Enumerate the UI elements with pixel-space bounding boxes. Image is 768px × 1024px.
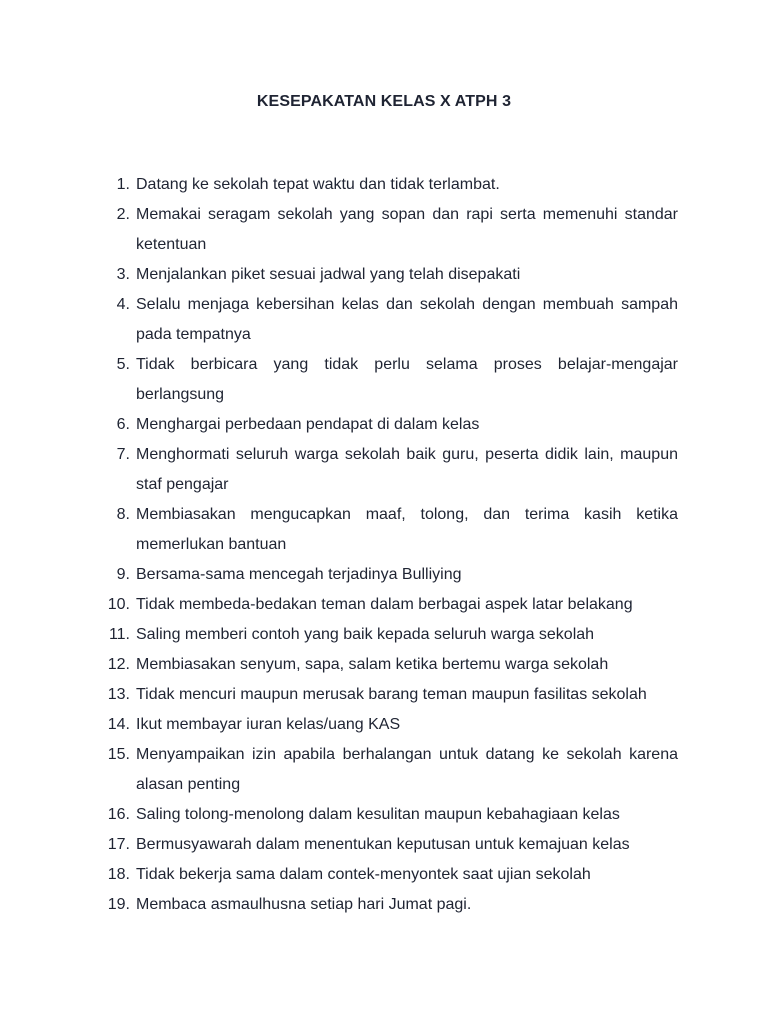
- item-text: Tidak berbicara yang tidak perlu selama proses belajar-mengajar berlangsung: [136, 356, 678, 403]
- list-item: [100, 890, 678, 920]
- list-item: [100, 620, 678, 650]
- item-number: 9.: [116, 566, 130, 583]
- item-number: 17.: [107, 836, 130, 853]
- list-item: [100, 650, 678, 680]
- item-text: Selalu menjaga kebersihan kelas dan sekolah dengan membuah sampah pada tempatnya: [136, 296, 678, 343]
- item-number: 6.: [116, 416, 130, 433]
- item-number: 11.: [108, 626, 130, 643]
- item-number: 10.: [107, 596, 130, 613]
- item-text: Tidak membeda-bedakan teman dalam berbagai aspek latar belakang: [136, 596, 633, 613]
- item-number: 15.: [107, 746, 130, 763]
- item-text: Menjalankan piket sesuai jadwal yang telah disepakati: [136, 266, 521, 283]
- list-item: [100, 500, 678, 560]
- list-item: [100, 710, 678, 740]
- list-item: [100, 440, 678, 500]
- list-item: [100, 830, 678, 860]
- item-number: 8.: [116, 506, 130, 523]
- item-text: Saling tolong-menolong dalam kesulitan maupun kebahagiaan kelas: [136, 806, 620, 823]
- item-number: 12.: [107, 656, 130, 673]
- item-number: 19.: [107, 896, 130, 913]
- item-number: 2.: [116, 206, 130, 223]
- item-number: 13.: [107, 686, 130, 703]
- item-number: 16.: [107, 806, 130, 823]
- list-item: [100, 560, 678, 590]
- item-text: Menghargai perbedaan pendapat di dalam kelas: [136, 416, 480, 433]
- list-item: [100, 170, 678, 200]
- list-item: [100, 860, 678, 890]
- rules-list: [100, 170, 678, 920]
- list-item: [100, 740, 678, 800]
- list-item: [100, 260, 678, 290]
- item-number: 14.: [107, 716, 130, 733]
- item-text: Tidak mencuri maupun merusak barang teman maupun fasilitas sekolah: [136, 686, 647, 703]
- document-title: KESEPAKATAN KELAS X ATPH 3: [256, 93, 512, 110]
- list-item: [100, 200, 678, 260]
- item-number: 7.: [116, 446, 130, 463]
- item-number: 3.: [116, 266, 130, 283]
- list-item: [100, 290, 678, 350]
- item-text: Ikut membayar iuran kelas/uang KAS: [136, 716, 401, 733]
- list-item: [100, 590, 678, 620]
- list-item: [100, 800, 678, 830]
- item-text: Membiasakan mengucapkan maaf, tolong, dan terima kasih ketika memerlukan bantuan: [136, 506, 678, 553]
- item-text: Tidak bekerja sama dalam contek-menyontek saat ujian sekolah: [136, 866, 591, 883]
- list-item: [100, 410, 678, 440]
- item-text: Bersama-sama mencegah terjadinya Bulliying: [136, 566, 462, 583]
- list-item: [100, 350, 678, 410]
- item-text: Saling memberi contoh yang baik kepada seluruh warga sekolah: [136, 626, 595, 643]
- item-text: Membiasakan senyum, sapa, salam ketika bertemu warga sekolah: [136, 656, 609, 673]
- item-text: Bermusyawarah dalam menentukan keputusan untuk kemajuan kelas: [136, 836, 630, 853]
- item-number: 1.: [116, 176, 130, 193]
- item-text: Datang ke sekolah tepat waktu dan tidak terlambat.: [136, 176, 500, 193]
- item-number: 5.: [116, 356, 130, 373]
- list-item: [100, 680, 678, 710]
- item-text: Menyampaikan izin apabila berhalangan untuk datang ke sekolah karena alasan penting: [136, 746, 678, 793]
- item-text: Membaca asmaulhusna setiap hari Jumat pagi.: [136, 896, 472, 913]
- item-number: 4.: [116, 296, 130, 313]
- item-text: Memakai seragam sekolah yang sopan dan rapi serta memenuhi standar ketentuan: [136, 206, 678, 253]
- item-text: Menghormati seluruh warga sekolah baik guru, peserta didik lain, maupun staf pengajar: [136, 446, 678, 493]
- item-number: 18.: [107, 866, 130, 883]
